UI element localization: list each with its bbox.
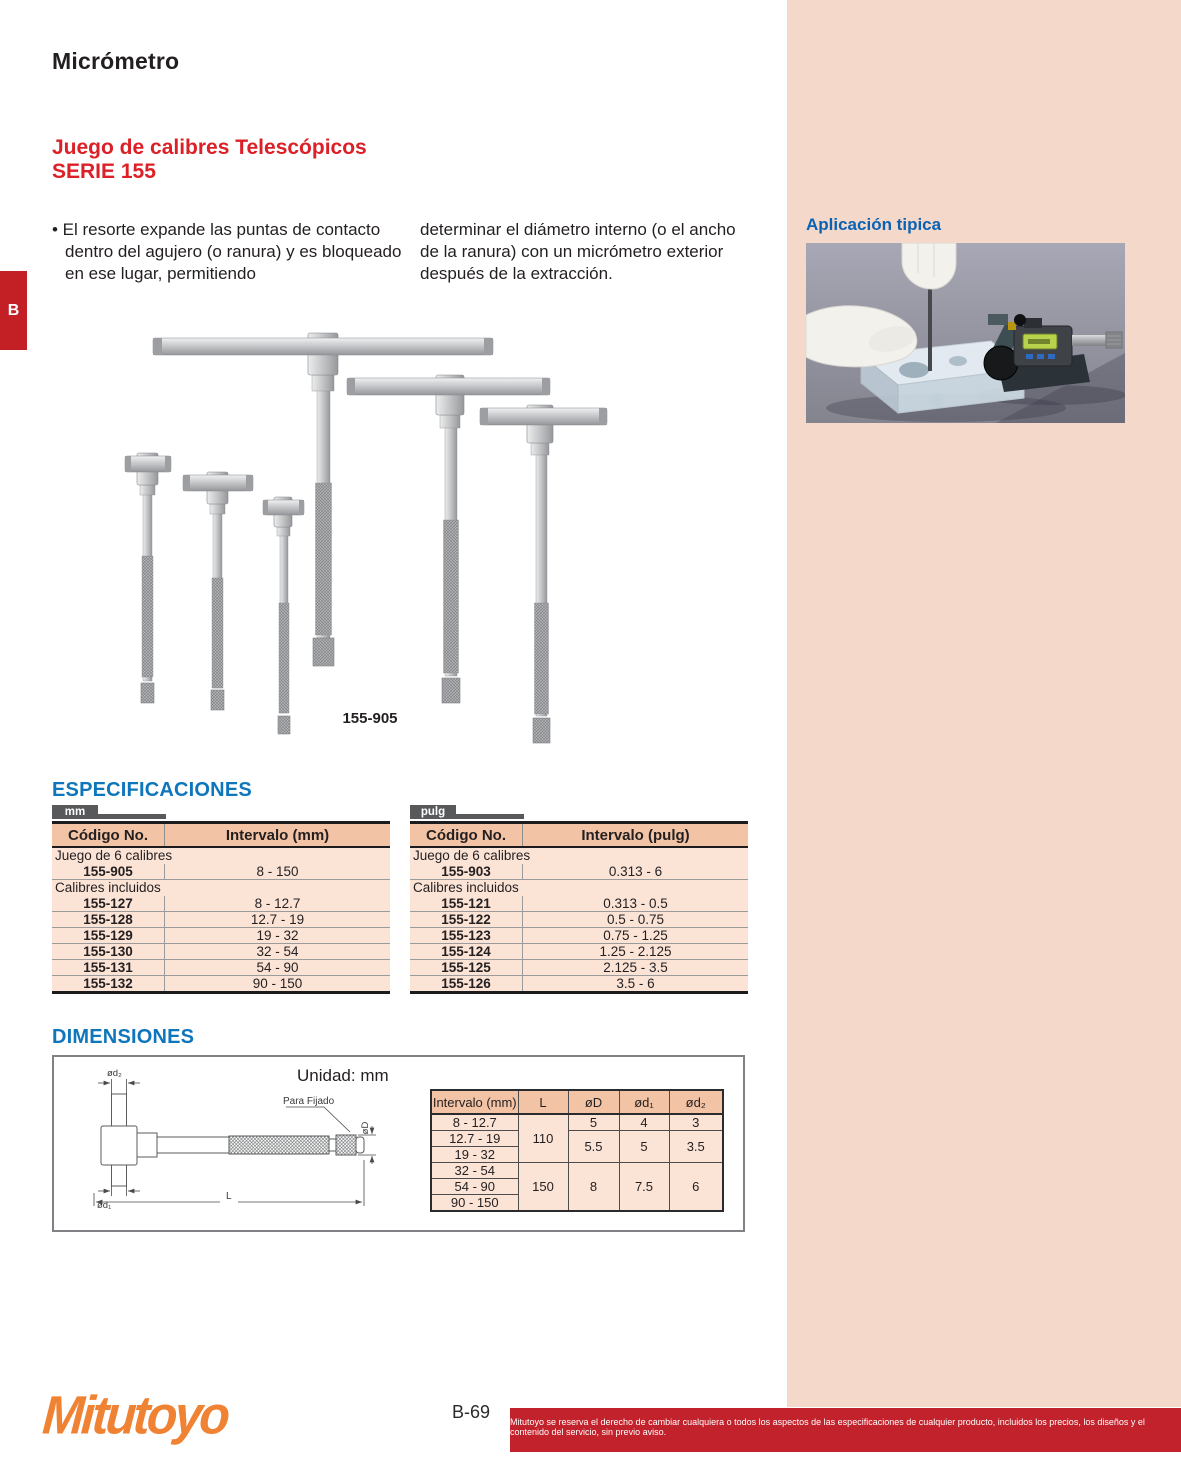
col-header-range: Intervalo (mm) — [225, 826, 330, 844]
gauge-small-3 — [263, 497, 304, 734]
intro-text-col1: • El resorte expande las puntas de contacto dentro del agujero (o ranura) y es bloqueado en ese lugar, permitiendo — [52, 220, 402, 283]
table-row: 155-905 8 - 150 — [52, 864, 390, 879]
table-row: 155-132 90 - 150 — [52, 975, 390, 991]
dim-label-D: øD — [360, 1121, 371, 1135]
dimension-table-header: Intervalo (mm) L øD ød₁ ød₂ — [431, 1090, 723, 1114]
dim-label-d1: ød₁ — [97, 1200, 112, 1211]
table-row: 155-126 3.5 - 6 — [410, 975, 748, 991]
spec-table-header — [410, 824, 748, 848]
col-header-code: Código No. — [410, 824, 523, 846]
table-row: 90 - 150 — [431, 1195, 723, 1212]
table-row: 8 - 12.7 110 5 4 3 — [431, 1114, 723, 1131]
series-title-line1: Juego de calibres Telescópicos — [52, 136, 367, 159]
table-row: 155-130 32 - 54 — [52, 943, 390, 959]
mitutoyo-logo: Mitutoyo — [40, 1385, 230, 1446]
table-row: 155-131 54 - 90 — [52, 959, 390, 975]
table-row: 155-121 0.313 - 0.5 — [410, 896, 748, 911]
gauge-small-1 — [125, 453, 171, 703]
series-title — [52, 136, 367, 184]
spec-table-mm — [52, 805, 390, 994]
table-row: 155-123 0.75 - 1.25 — [410, 927, 748, 943]
table-row: 155-124 1.25 - 2.125 — [410, 943, 748, 959]
spec-table-inch — [410, 805, 748, 994]
unit-tab-mm: mm — [52, 805, 98, 819]
dimension-drawing — [62, 1062, 434, 1222]
table-row: 54 - 90 — [431, 1179, 723, 1195]
table-row: 32 - 54 150 8 7.5 6 — [431, 1163, 723, 1179]
series-title-line2: SERIE 155 — [52, 160, 156, 183]
spec-table-header — [52, 824, 390, 848]
group-label: Calibres incluidos — [410, 879, 748, 896]
table-row: 155-903 0.313 - 6 — [410, 864, 748, 879]
dim-label-d2: ød₂ — [107, 1068, 122, 1079]
dimensions-heading: DIMENSIONES — [52, 1026, 195, 1048]
table-row: 155-129 19 - 32 — [52, 927, 390, 943]
group-label: Juego de 6 calibres — [410, 848, 748, 864]
col-header-code: Código No. — [52, 824, 165, 846]
gauge-large-3 — [480, 405, 607, 743]
application-heading: Aplicación tipica — [806, 215, 942, 234]
dim-label-L: L — [226, 1191, 232, 1202]
table-row: 155-127 8 - 12.7 — [52, 896, 390, 911]
unit-label: Unidad: mm — [297, 1066, 389, 1085]
group-label: Calibres incluidos — [52, 879, 390, 896]
gauge-small-2 — [183, 472, 253, 710]
page-number: B-69 — [452, 1402, 491, 1422]
disclaimer-text: Mitutoyo se reserva el derecho de cambiar cualquiera o todos los aspectos de las especificaciones de cualquier producto, incluidos los precios, los diseños y el contenido del servicio, sin previo aviso. — [510, 1417, 1145, 1437]
table-row: 19 - 32 — [431, 1147, 723, 1163]
intro-text-col2: determinar el diámetro interno (o el ancho de la ranura) con un micrómetro exterior después de la extracción. — [420, 220, 736, 283]
unit-tab-strip — [98, 814, 166, 819]
table-row: 155-128 12.7 - 19 — [52, 911, 390, 927]
table-row: 155-122 0.5 - 0.75 — [410, 911, 748, 927]
unit-tab-pulg: pulg — [410, 805, 456, 819]
sidebar-panel — [787, 0, 1181, 1407]
callout-para-fijado: Para Fijado — [283, 1096, 335, 1107]
product-code-label: 155-905 — [342, 710, 398, 727]
table-row: 155-125 2.125 - 3.5 — [410, 959, 748, 975]
application-photo — [806, 243, 1125, 423]
section-tab-b — [0, 271, 27, 350]
table-row: 12.7 - 19 5.5 5 3.5 — [431, 1131, 723, 1147]
unit-tab-strip — [456, 814, 524, 819]
footer-disclaimer-bar — [510, 1408, 1181, 1452]
product-image-telescoping-gauge-set — [100, 328, 710, 748]
specifications-heading: ESPECIFICACIONES — [52, 779, 252, 801]
group-label: Juego de 6 calibres — [52, 848, 390, 864]
section-tab-letter: B — [7, 301, 20, 319]
dimension-table — [430, 1089, 724, 1212]
col-header-range: Intervalo (pulg) — [581, 826, 690, 844]
page-title: Micrómetro — [52, 48, 180, 74]
